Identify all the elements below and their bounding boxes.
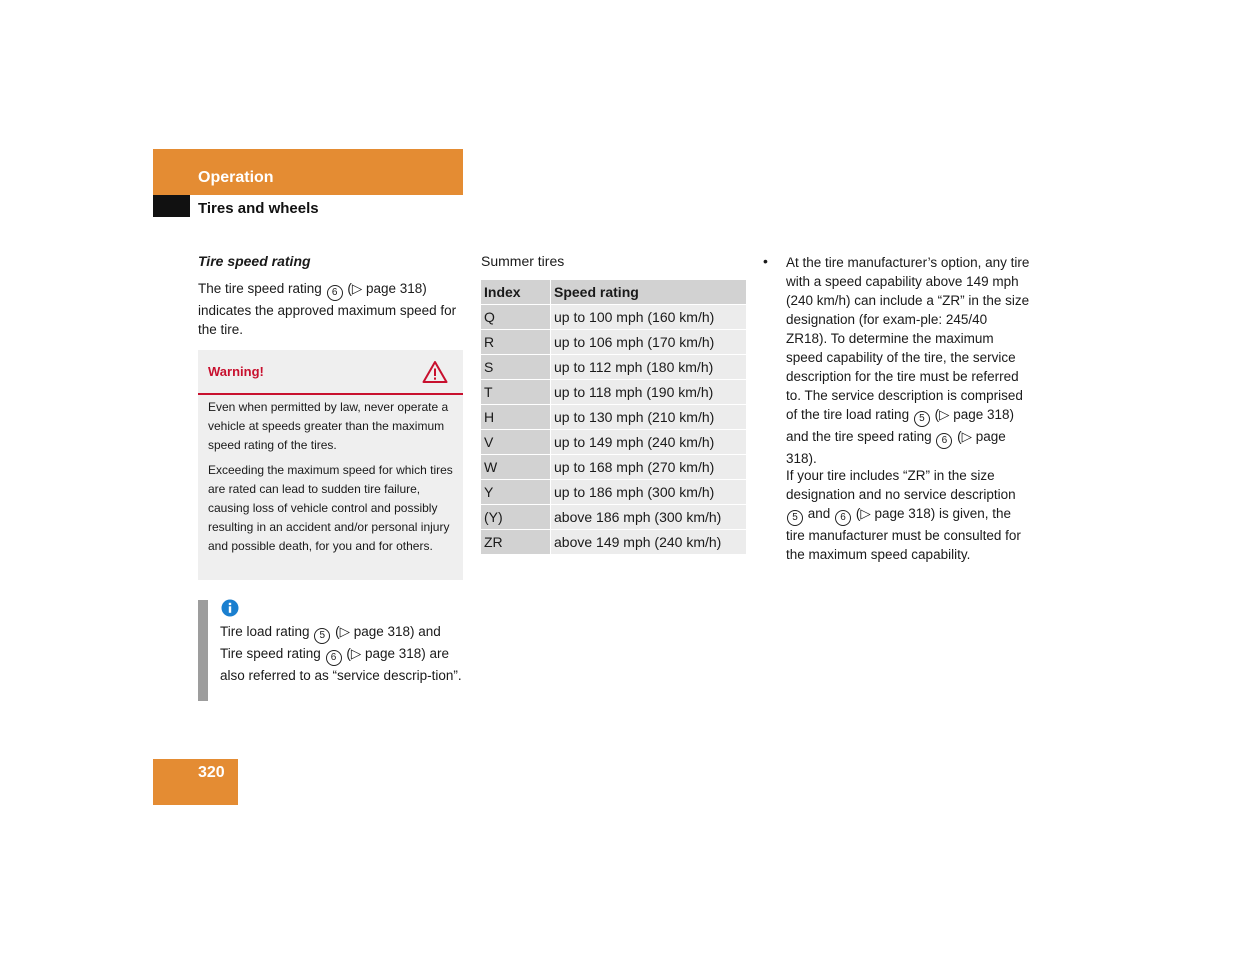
table-row [481,530,746,554]
speed-cell: up to 149 mph (240 km/h) [551,430,746,454]
table-row [481,505,746,529]
index-cell: Y [481,480,550,504]
page-number-box [153,759,238,805]
info-load-label: Tire load rating [220,624,310,639]
index-cell: R [481,330,550,354]
page-number: 320 [198,764,225,781]
ref-number-6: 6 [327,285,343,301]
speed-cell: up to 130 mph (210 km/h) [551,405,746,429]
warning-paragraph-1: Even when permitted by law, never operate a vehicle at speeds greater than the maximum speed rating of the tires. [208,400,449,452]
header-index: Index [481,280,550,304]
subsection-title: Tires and wheels [198,200,319,217]
index-cell: H [481,405,550,429]
speed-cell: up to 100 mph (160 km/h) [551,305,746,329]
speed-cell: up to 168 mph (270 km/h) [551,455,746,479]
index-cell: T [481,380,550,404]
zr-text-main: At the tire manufacturer’s option, any tire with a speed capability above 149 mph (240 km/h) can include a “ZR” in the size designation (for exam-ple: 245/40 ZR18). To determine the maximum speed capability of the tire, the service description for the tire must be referred to. The service description is comprised of the tire load rating [786,255,1030,422]
index-cell: ZR [481,530,550,554]
speed-rating-table [481,280,746,555]
speed-cell: up to 118 mph (190 km/h) [551,380,746,404]
table-caption: Summer tires [481,253,565,269]
info-note-bar [198,600,208,701]
index-cell: V [481,430,550,454]
info-speed-label: Tire speed rating [220,646,321,661]
table-header-row [481,280,746,304]
warning-header [198,350,463,395]
speed-cell: up to 112 mph (180 km/h) [551,355,746,379]
warning-title: Warning! [208,364,264,379]
table-row [481,380,746,404]
ref-number-5: 5 [914,411,930,427]
info-note-text [220,622,465,685]
zr-bullet-paragraph [786,253,1030,468]
ref-number-6: 6 [326,650,342,666]
speed-cell: above 149 mph (240 km/h) [551,530,746,554]
info-page-ref-1[interactable]: (▷ page 318) and [335,624,441,639]
warning-triangle-icon [422,360,448,384]
ref-number-5: 5 [314,628,330,644]
table-row [481,305,746,329]
zr-followup-end[interactable]: (▷ page 318) is given, the tire manufacturer must be consulted for the maximum speed capability. [786,506,1021,562]
zr-page-ref-2[interactable]: (▷ page 318). [786,429,1006,466]
speed-cell: above 186 mph (300 km/h) [551,505,746,529]
header-speed-rating: Speed rating [551,280,746,304]
zr-page-ref-1[interactable]: (▷ page 318) and the tire speed rating [786,407,1015,444]
info-icon [221,599,239,617]
index-cell: Q [481,305,550,329]
speed-cell: up to 186 mph (300 km/h) [551,480,746,504]
intro-text-end: indicates the approved maximum speed for the tire. [198,303,457,337]
table-row [481,455,746,479]
ref-number-6: 6 [835,510,851,526]
index-cell: (Y) [481,505,550,529]
warning-box [198,350,463,580]
table-row [481,430,746,454]
section-title: Operation [198,169,274,186]
speed-cell: up to 106 mph (170 km/h) [551,330,746,354]
index-cell: S [481,355,550,379]
table-row [481,355,746,379]
ref-number-6: 6 [936,433,952,449]
bullet-icon: • [763,253,768,269]
zr-followup-paragraph [786,466,1030,564]
intro-paragraph [198,279,463,339]
table-row [481,480,746,504]
zr-followup-and: and [807,506,831,521]
zr-followup-start: If your tire includes “ZR” in the size designation and no service description [786,468,1016,502]
tire-speed-rating-heading: Tire speed rating [198,253,311,269]
ref-number-5: 5 [787,510,803,526]
table-row [481,405,746,429]
table-row [481,330,746,354]
intro-text-start: The tire speed rating [198,281,322,296]
info-page-ref-2[interactable]: (▷ page 318) are also referred to as “service descrip-tion”. [220,646,462,683]
warning-paragraph-2: Exceeding the maximum speed for which tires are rated can lead to sudden tire failure, causing loss of vehicle control and possibly resulting in an accident and/or personal injury and possible death, for you and for others. [208,463,453,553]
index-cell: W [481,455,550,479]
section-marker [153,195,190,217]
page-ref-link[interactable]: (▷ page 318) [347,281,427,296]
